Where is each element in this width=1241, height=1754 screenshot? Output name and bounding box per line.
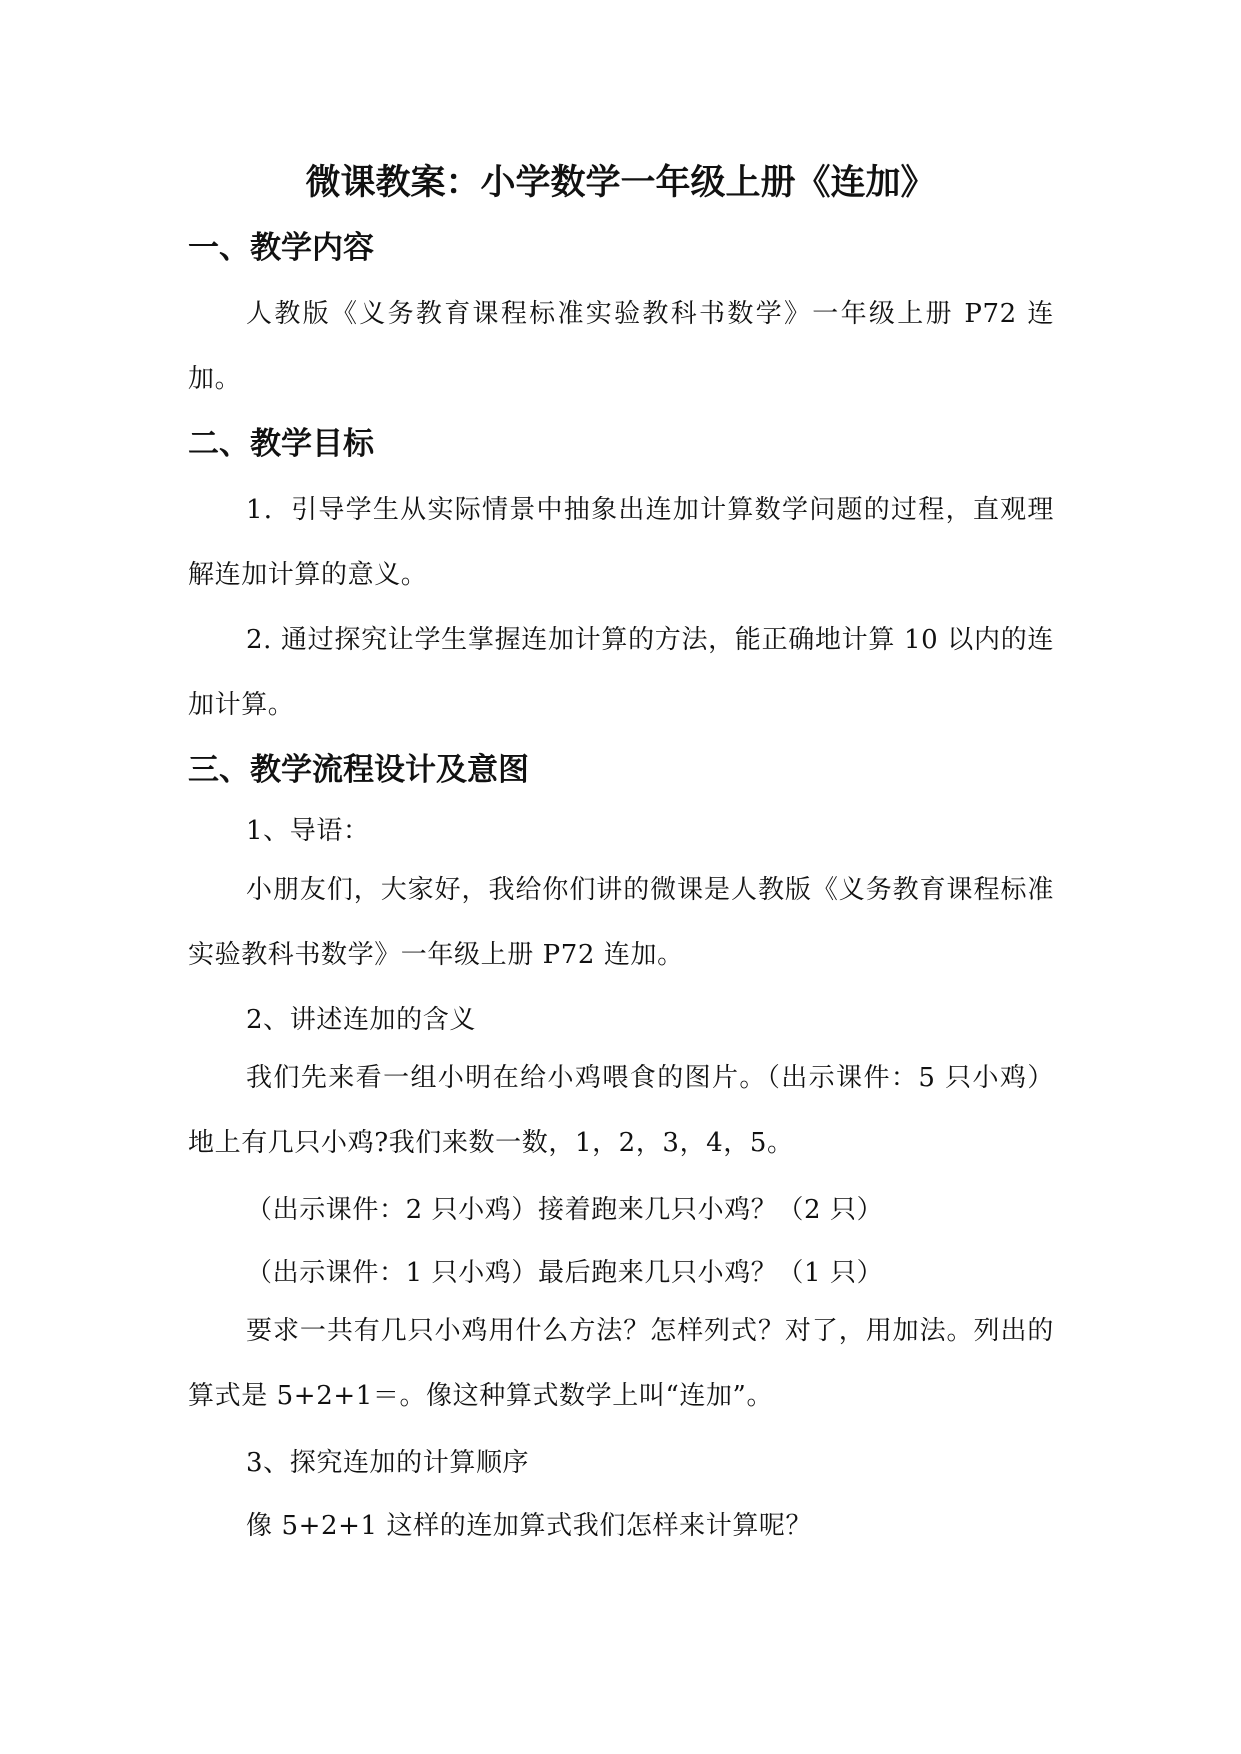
paragraph-chick-count: 我们先来看一组小明在给小鸡喂食的图片。（出示课件：5 只小鸡）地上有几只小鸡?我们来数一数，1，2，3，4，5。 (188, 1063, 1054, 1158)
section-heading-process: 三、教学流程设计及意图 (188, 752, 529, 788)
paragraph-two-chicks: （出示课件：2 只小鸡）接着跑来几只小鸡？（2 只） (246, 1195, 884, 1225)
subheading-meaning: 2、讲述连加的含义 (246, 1005, 476, 1035)
document-title: 微课教案：小学数学一年级上册《连加》 (305, 163, 936, 203)
paragraph-objective-2: 2. 通过探究让学生掌握连加计算的方法，能正确地计算 10 以内的连加计算。 (188, 625, 1054, 720)
section-heading-content: 一、教学内容 (188, 230, 374, 266)
paragraph-one-chick: （出示课件：1 只小鸡）最后跑来几只小鸡？（1 只） (246, 1258, 884, 1288)
section-heading-objectives: 二、教学目标 (188, 426, 374, 462)
paragraph-objective-1: 1．引导学生从实际情景中抽象出连加计算数学问题的过程，直观理解连加计算的意义。 (188, 495, 1054, 590)
subheading-intro: 1、导语： (246, 816, 370, 846)
paragraph-intro: 小朋友们，大家好，我给你们讲的微课是人教版《义务教育课程标准实验教科书数学》一年级上册 P72 连加。 (188, 875, 1054, 970)
paragraph-textbook: 人教版《义务教育课程标准实验教科书数学》一年级上册 P72 连加。 (188, 299, 1054, 394)
paragraph-order-question: 像 5+2+1 这样的连加算式我们怎样来计算呢？ (246, 1511, 813, 1541)
subheading-order: 3、探究连加的计算顺序 (246, 1448, 530, 1478)
paragraph-addition: 要求一共有几只小鸡用什么方法？怎样列式？对了，用加法。列出的算式是 5+2+1＝。像这种算式数学上叫“连加”。 (188, 1316, 1054, 1411)
